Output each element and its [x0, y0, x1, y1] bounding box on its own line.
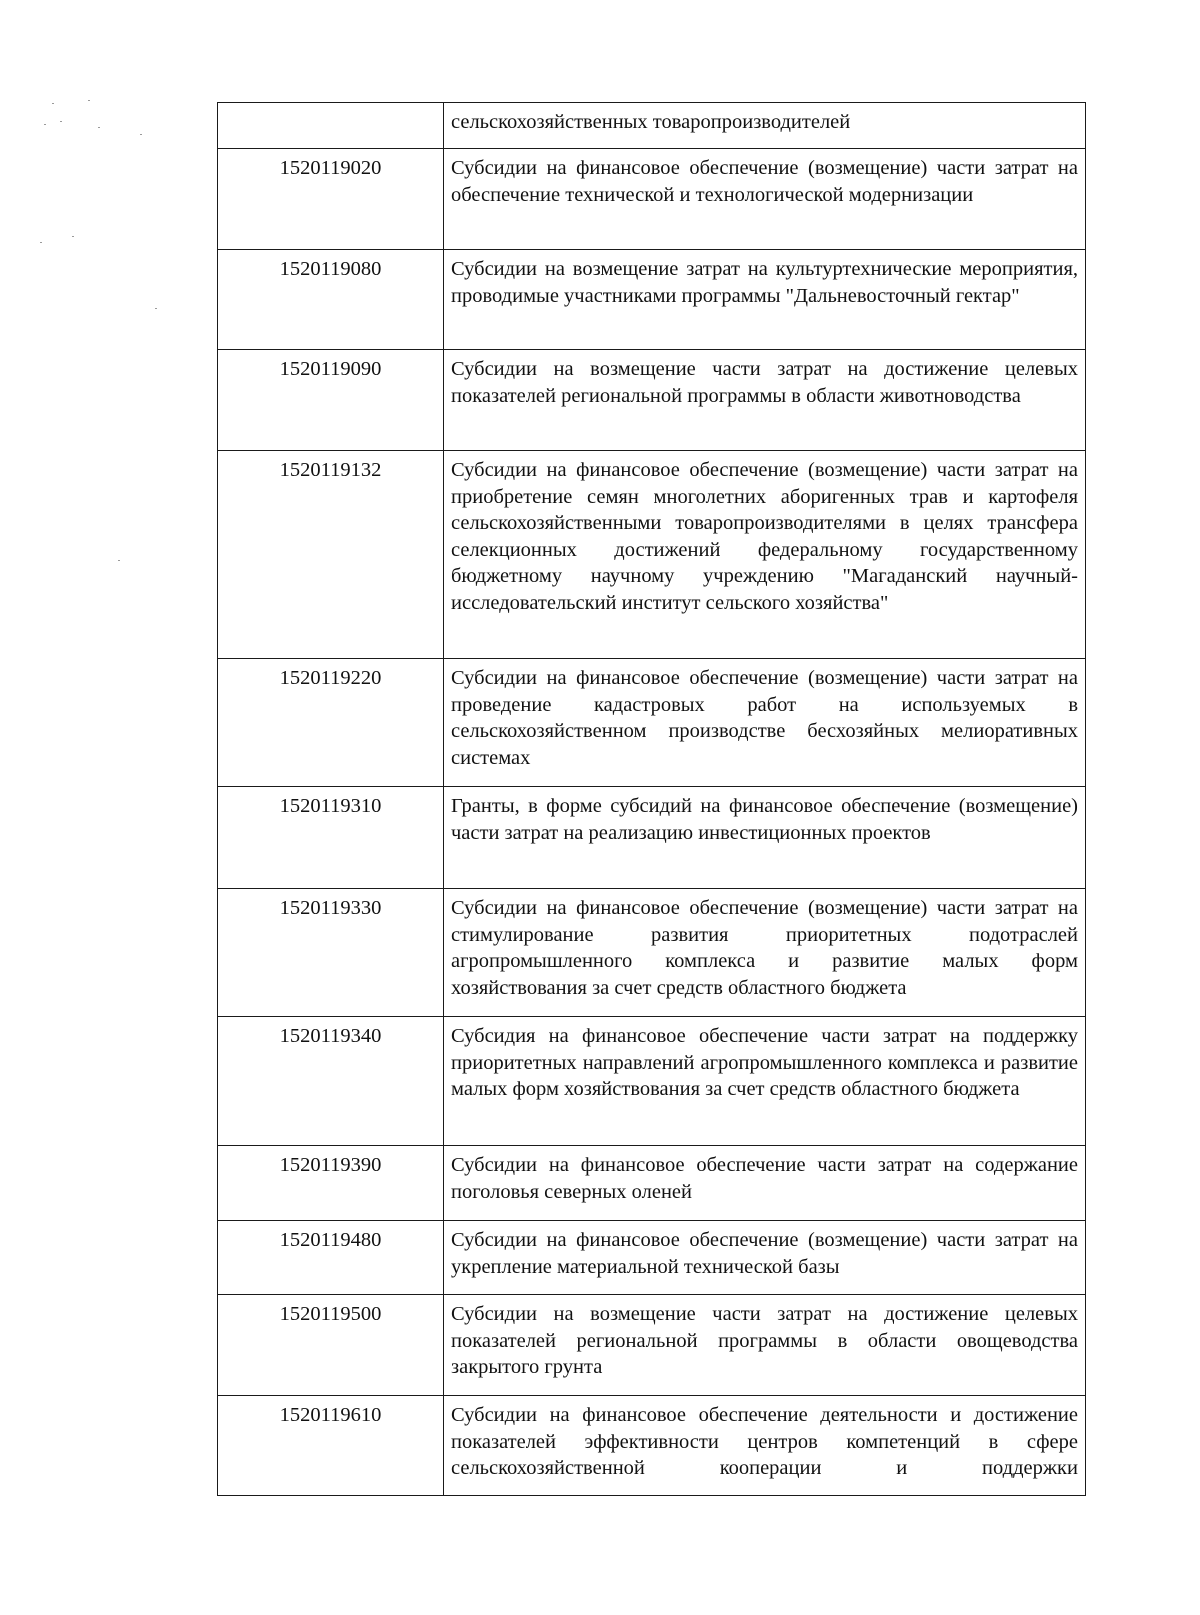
description-cell: сельскохозяйственных товаропроизводителей — [444, 103, 1086, 149]
description-cell: Субсидии на финансовое обеспечение (возмещение) части затрат на укрепление материальной технической базы — [444, 1221, 1086, 1295]
description-cell: Субсидии на финансовое обеспечение (возмещение) части затрат на обеспечение технической и технологической модернизации — [444, 149, 1086, 250]
code-cell: 1520119340 — [218, 1017, 444, 1146]
code-cell: 1520119480 — [218, 1221, 444, 1295]
table-row — [218, 250, 1086, 350]
scan-speck — [98, 127, 100, 128]
scan-speck — [140, 134, 142, 135]
description-cell: Субсидия на финансовое обеспечение части затрат на поддержку приоритетных направлений агропромышленного комплекса и развитие малых форм хозяйствования за счет средств областного бюджета — [444, 1017, 1086, 1146]
table-row — [218, 350, 1086, 451]
table-row — [218, 1221, 1086, 1295]
code-cell: 1520119220 — [218, 659, 444, 787]
table-row — [218, 1396, 1086, 1496]
code-cell: 1520119080 — [218, 250, 444, 350]
scan-speck — [44, 124, 46, 125]
code-cell: 1520119330 — [218, 889, 444, 1017]
description-cell: Субсидии на финансовое обеспечение (возмещение) части затрат на стимулирование развития приоритетных подотраслей агропромышленного комплекса и развитие малых форм хозяйствования за счет средств областного бюджета — [444, 889, 1086, 1017]
description-cell: Субсидии на возмещение части затрат на достижение целевых показателей региональной программы в области овощеводства закрытого грунта — [444, 1295, 1086, 1396]
description-cell: Субсидии на возмещение затрат на культуртехнические мероприятия, проводимые участниками программы "Дальневосточный гектар" — [444, 250, 1086, 350]
table-row — [218, 1295, 1086, 1396]
table-row — [218, 451, 1086, 659]
code-cell — [218, 103, 444, 149]
table-row — [218, 1017, 1086, 1146]
code-cell: 1520119610 — [218, 1396, 444, 1496]
description-cell: Субсидии на финансовое обеспечение деятельности и достижение показателей эффективности центров компетенций в сфере сельскохозяйственной кооперации и поддержки — [444, 1396, 1086, 1496]
scan-speck — [118, 560, 120, 561]
description-cell: Субсидии на финансовое обеспечение (возмещение) части затрат на приобретение семян многолетних аборигенных трав и картофеля сельскохозяйственными товаропроизводителями в целях трансфера селекционных достижений федеральному государственному бюджетному научному учреждению "Магаданский научный-исследовательский институт сельского хозяйства" — [444, 451, 1086, 659]
description-cell: Субсидии на финансовое обеспечение (возмещение) части затрат на проведение кадастровых работ на используемых в сельскохозяйственном производстве бесхозяйных мелиоративных системах — [444, 659, 1086, 787]
table-row — [218, 149, 1086, 250]
table-row — [218, 889, 1086, 1017]
table-row — [218, 103, 1086, 149]
description-cell: Субсидии на финансовое обеспечение части затрат на содержание поголовья северных оленей — [444, 1146, 1086, 1221]
code-cell: 1520119390 — [218, 1146, 444, 1221]
code-cell: 1520119020 — [218, 149, 444, 250]
scan-speck — [155, 308, 157, 309]
table-row — [218, 1146, 1086, 1221]
code-cell: 1520119500 — [218, 1295, 444, 1396]
scan-speck — [40, 242, 42, 243]
code-cell: 1520119132 — [218, 451, 444, 659]
scan-speck — [72, 236, 74, 237]
code-cell: 1520119310 — [218, 787, 444, 889]
scan-speck — [88, 100, 90, 101]
description-cell: Субсидии на возмещение части затрат на достижение целевых показателей региональной программы в области животноводства — [444, 350, 1086, 451]
budget-code-table — [217, 102, 1086, 1496]
table-row — [218, 787, 1086, 889]
scan-speck — [60, 121, 62, 122]
scan-speck — [52, 103, 54, 104]
table-row — [218, 659, 1086, 787]
code-cell: 1520119090 — [218, 350, 444, 451]
description-cell: Гранты, в форме субсидий на финансовое обеспечение (возмещение) части затрат на реализацию инвестиционных проектов — [444, 787, 1086, 889]
